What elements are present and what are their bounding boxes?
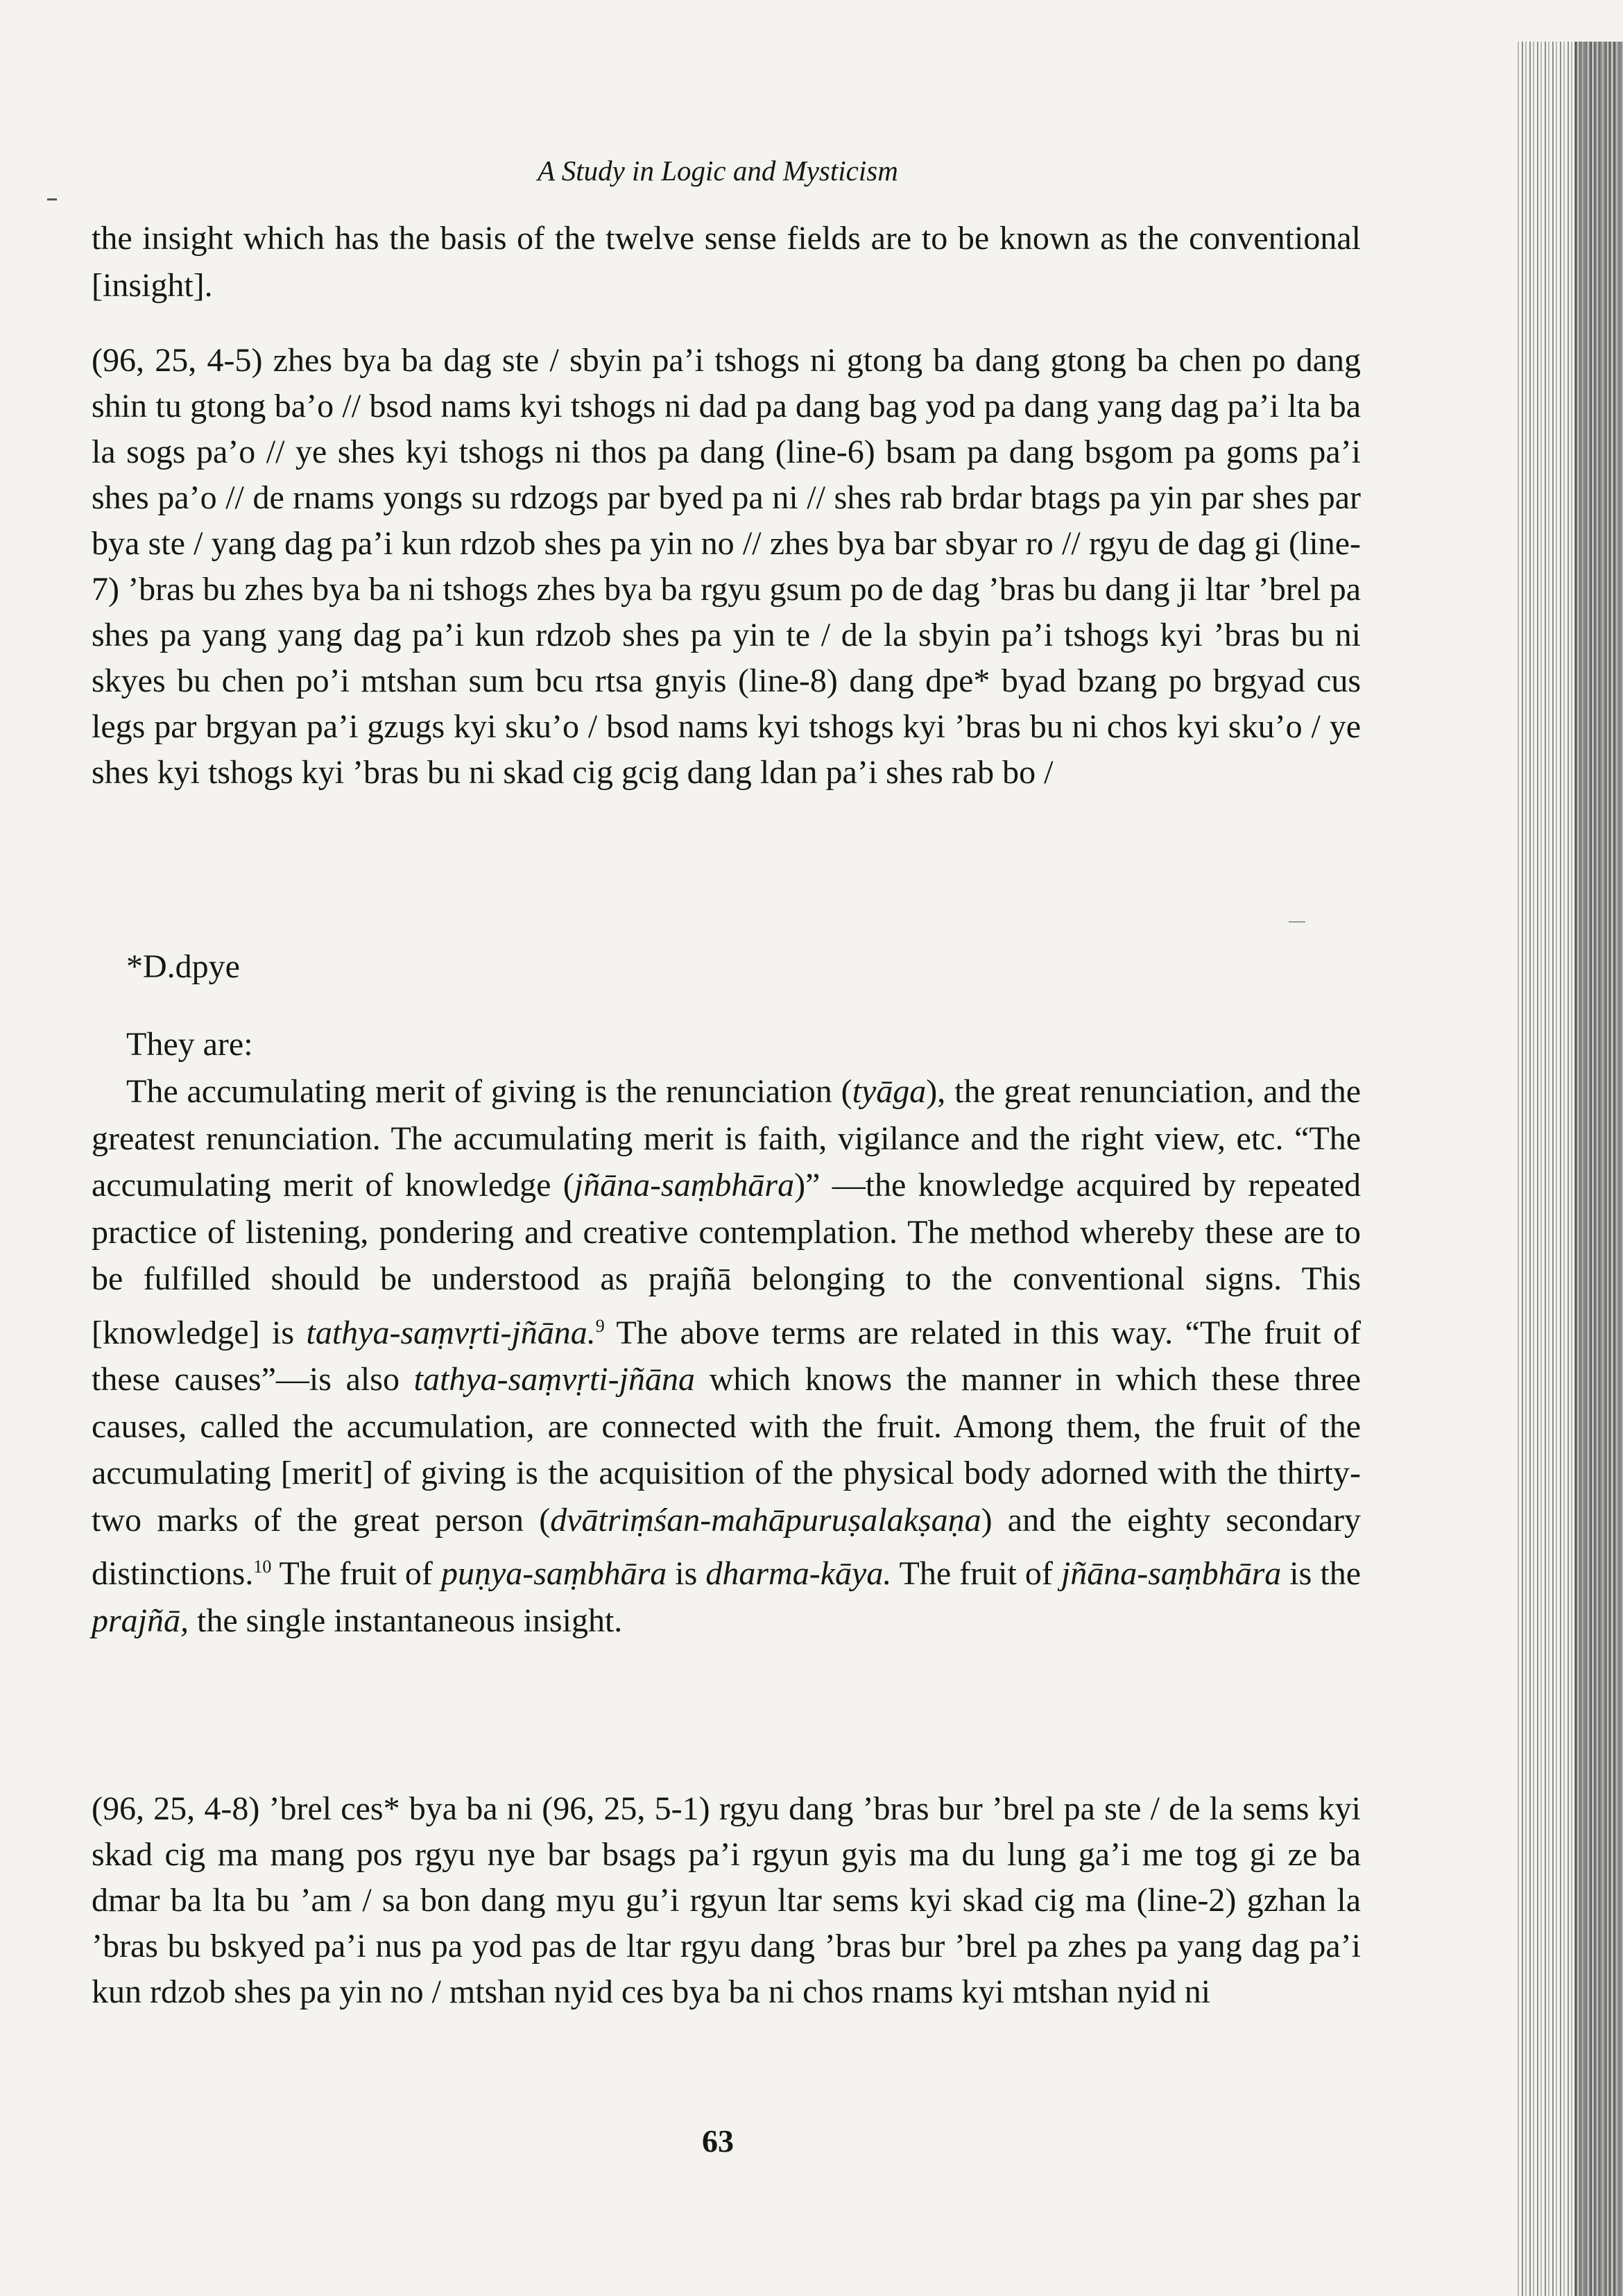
book-binding-edge [1574, 42, 1623, 2296]
sanskrit-term: dharma-kāya. [705, 1555, 892, 1592]
text-run: The accumulating merit of giving is the renunciation ( [126, 1073, 852, 1110]
sanskrit-term: dvātriṃśan-mahāpuruṣalakṣaṇa [550, 1501, 981, 1539]
text-run: ) and the eighty secondary distinctions. [92, 1501, 1362, 1592]
page-number: 63 [702, 2123, 734, 2159]
text-run: which knows the manner in which these three causes, called the accumulation, are connected with the fruit. Among them, the fruit of the accumulating [merit] of giving is the acquisition of the physical body adorned with the thirty-two marks of the great person ( [92, 1361, 1361, 1539]
text-run: ), the great renunciation, and the greatest renunciation. The accumulating merit is faith, vigilance and the right view, etc. “The accumulating merit of knowledge ( [92, 1073, 1362, 1203]
footnote-ref: 10 [253, 1557, 272, 1577]
running-head: A Study in Logic and Mysticism [538, 155, 898, 187]
text-run: )” —the knowledge acquired by repeated practice of listening, pondering and creative contemplation. The method whereby these are to be fulfilled should be understood as prajñā belonging to the conventional signs. This [knowledge] is [92, 1167, 1362, 1351]
sanskrit-term: jñāna-saṃbhāra [574, 1167, 795, 1203]
sanskrit-term: tathya-saṃvṛti-jñāna. [306, 1314, 596, 1351]
tibetan-passage-1: (96, 25, 4-5) zhes bya ba dag ste / sbyin pa’i tshogs ni gtong ba dang gtong ba chen po dang shin tu gtong ba’o // bsod nams kyi tshogs ni dad pa dang bag yod pa dang yang dag pa’i lta ba la sogs pa’o // ye shes kyi tshogs ni thos pa dang (line-6) bsam pa dang bsgom pa goms pa’i shes pa’o // de rnams yongs su rdzogs par byed pa ni // shes rab brdar btags pa yin par shes par bya ste / yang dag pa’i kun rdzob shes pa yin no // zhes bya bar sbyar ro // rgyu de dag gi (line-7) ’bras bu zhes bya ba ni tshogs zhes bya ba rgyu gsum po de dag ’bras bu dang ji ltar ’brel pa shes pa yang yang dag pa’i kun rdzob shes pa yin te / de la sbyin pa’i tshogs kyi ’bras bu ni skyes bu chen po’i mtshan sum bcu rtsa gnyis (line-8) dang dpe* byad bzang po brgyad cus legs par brgyan pa’i gzugs kyi sku’o / bsod nams kyi tshogs kyi ’bras bu ni chos kyi sku’o / ye shes kyi tshogs kyi ’bras bu ni skad cig gcig dang ldan pa’i shes rab bo / [92, 342, 1361, 791]
stray-mark [1289, 921, 1305, 923]
english-translation [92, 1068, 1361, 1644]
sanskrit-term: prajñā, [92, 1602, 189, 1639]
sanskrit-term: tathya-saṃvṛti-jñāna [413, 1361, 695, 1398]
margin-mark [47, 198, 57, 200]
sanskrit-term: tyāga [852, 1073, 927, 1110]
footnote-ref: 9 [595, 1315, 605, 1336]
text-run: is the [1281, 1555, 1362, 1592]
sanskrit-term: puṇya-saṃbhāra [440, 1555, 667, 1592]
footnote-variant: *D.dpye [126, 948, 240, 985]
tibetan-passage-2: (96, 25, 4-8) ’brel ces* bya ba ni (96, 25, 5-1) rgyu dang ’bras bur ’brel pa ste / de la sems kyi skad cig ma mang pos rgyu nye bar bsags pa’i rgyun gyis ma du lung ga’i me tog gi ze ba dmar ba lta bu ’am / sa bon dang myu gu’i rgyun ltar sems kyi skad cig ma (line-2) gzhan la ’bras bu bskyed pa’i nus pa yod pas de ltar rgyu dang ’bras bur ’brel pa zhes pa yang dag pa’i kun rdzob shes pa yin no / mtshan nyid ces bya ba ni chos rnams kyi mtshan nyid ni [92, 1790, 1361, 2010]
text-run: The fruit of [271, 1555, 441, 1592]
text-run: The fruit of [891, 1555, 1061, 1592]
they-are-label: They are: [126, 1026, 253, 1063]
text-run: is [667, 1555, 706, 1592]
carryover-paragraph: the insight which has the basis of the twelve sense fields are to be known as the conventional [insight]. [92, 220, 1361, 304]
text-run: The above terms are related in this way. “The fruit of these causes”—is also [92, 1314, 1362, 1398]
sanskrit-term: jñāna-saṃbhāra [1060, 1555, 1282, 1592]
text-run: the single instantaneous insight. [189, 1602, 623, 1639]
